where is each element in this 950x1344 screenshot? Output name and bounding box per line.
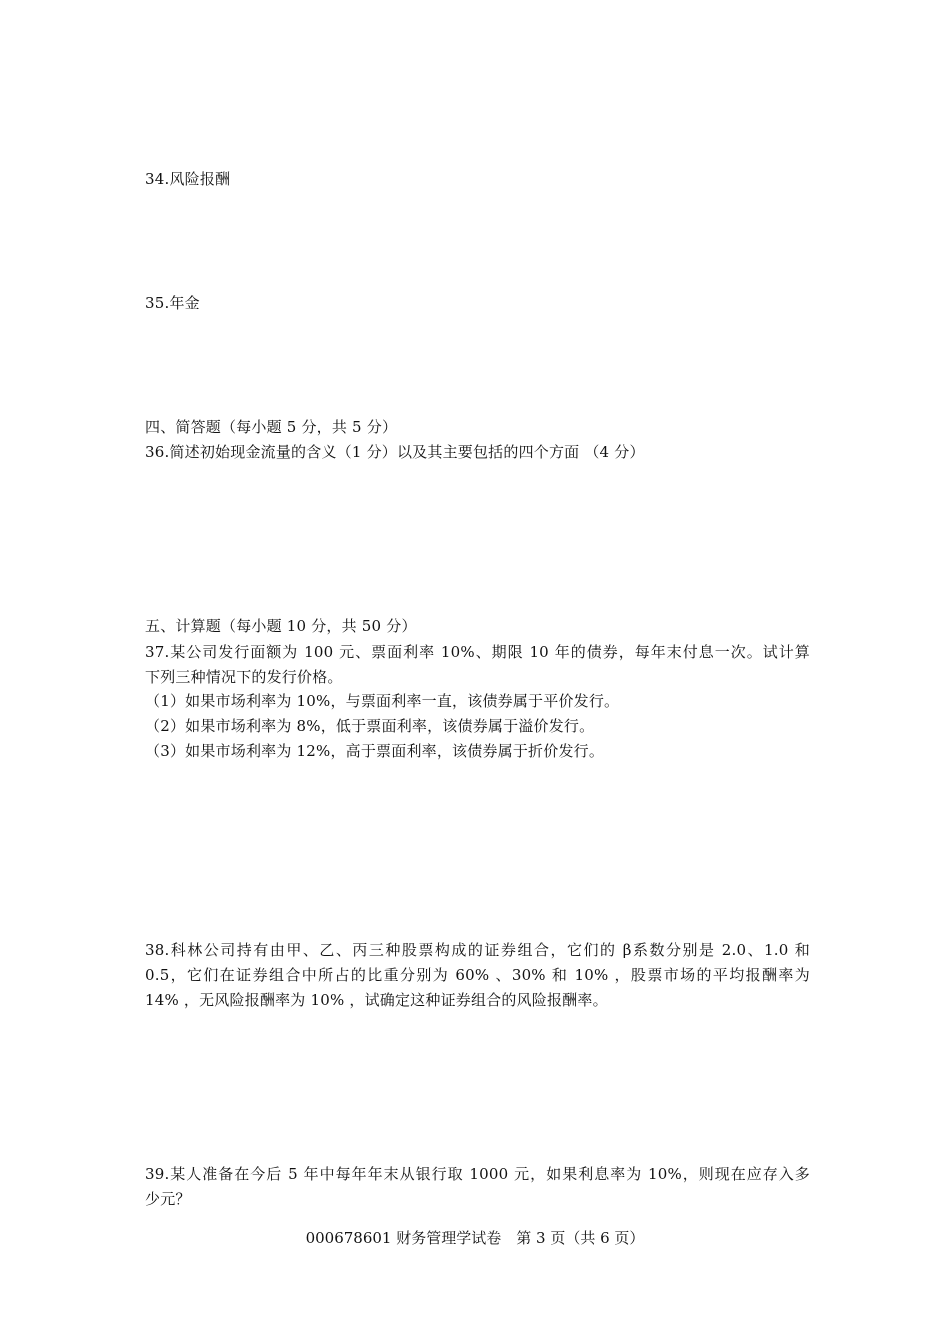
question-35: 35.年金 [145, 294, 200, 312]
question-38-line-1: 38.科林公司持有由甲、乙、丙三种股票构成的证券组合，它们的 β系数分别是 2.0、1.0 和 [145, 941, 810, 959]
question-37-sub-2: （2）如果市场利率为 8%，低于票面利率，该债券属于溢价发行。 [145, 717, 595, 735]
section-5-title: 五、计算题（每小题 10 分，共 50 分） [145, 617, 417, 635]
question-37-line-2: 下列三种情况下的发行价格。 [145, 668, 343, 686]
question-34: 34.风险报酬 [145, 170, 231, 188]
page-footer: 000678601 财务管理学试卷 第 3 页（共 6 页） [305, 1229, 645, 1247]
question-38-line-2: 0.5，它们在证券组合中所占的比重分别为 60% 、30% 和 10% ，股票市场的平均报酬率为 [145, 966, 810, 984]
section-4-title: 四、简答题（每小题 5 分，共 5 分） [145, 418, 398, 436]
question-37-line-1: 37.某公司发行面额为 100 元、票面利率 10%、期限 10 年的债券，每年末付息一次。试计算 [145, 643, 810, 661]
question-36: 36.简述初始现金流量的含义（1 分）以及其主要包括的四个方面 （4 分） [145, 443, 645, 461]
question-39-line-2: 少元？ [145, 1190, 191, 1208]
question-38-line-3: 14% ，无风险报酬率为 10% ，试确定这种证券组合的风险报酬率。 [145, 991, 608, 1009]
question-37-sub-1: （1）如果市场利率为 10%，与票面利率一直，该债券属于平价发行。 [145, 692, 620, 710]
question-37-sub-3: （3）如果市场利率为 12%，高于票面利率，该债券属于折价发行。 [145, 742, 605, 760]
question-39-line-1: 39.某人准备在今后 5 年中每年年末从银行取 1000 元，如果利息率为 10%，则现在应存入多 [145, 1165, 810, 1183]
